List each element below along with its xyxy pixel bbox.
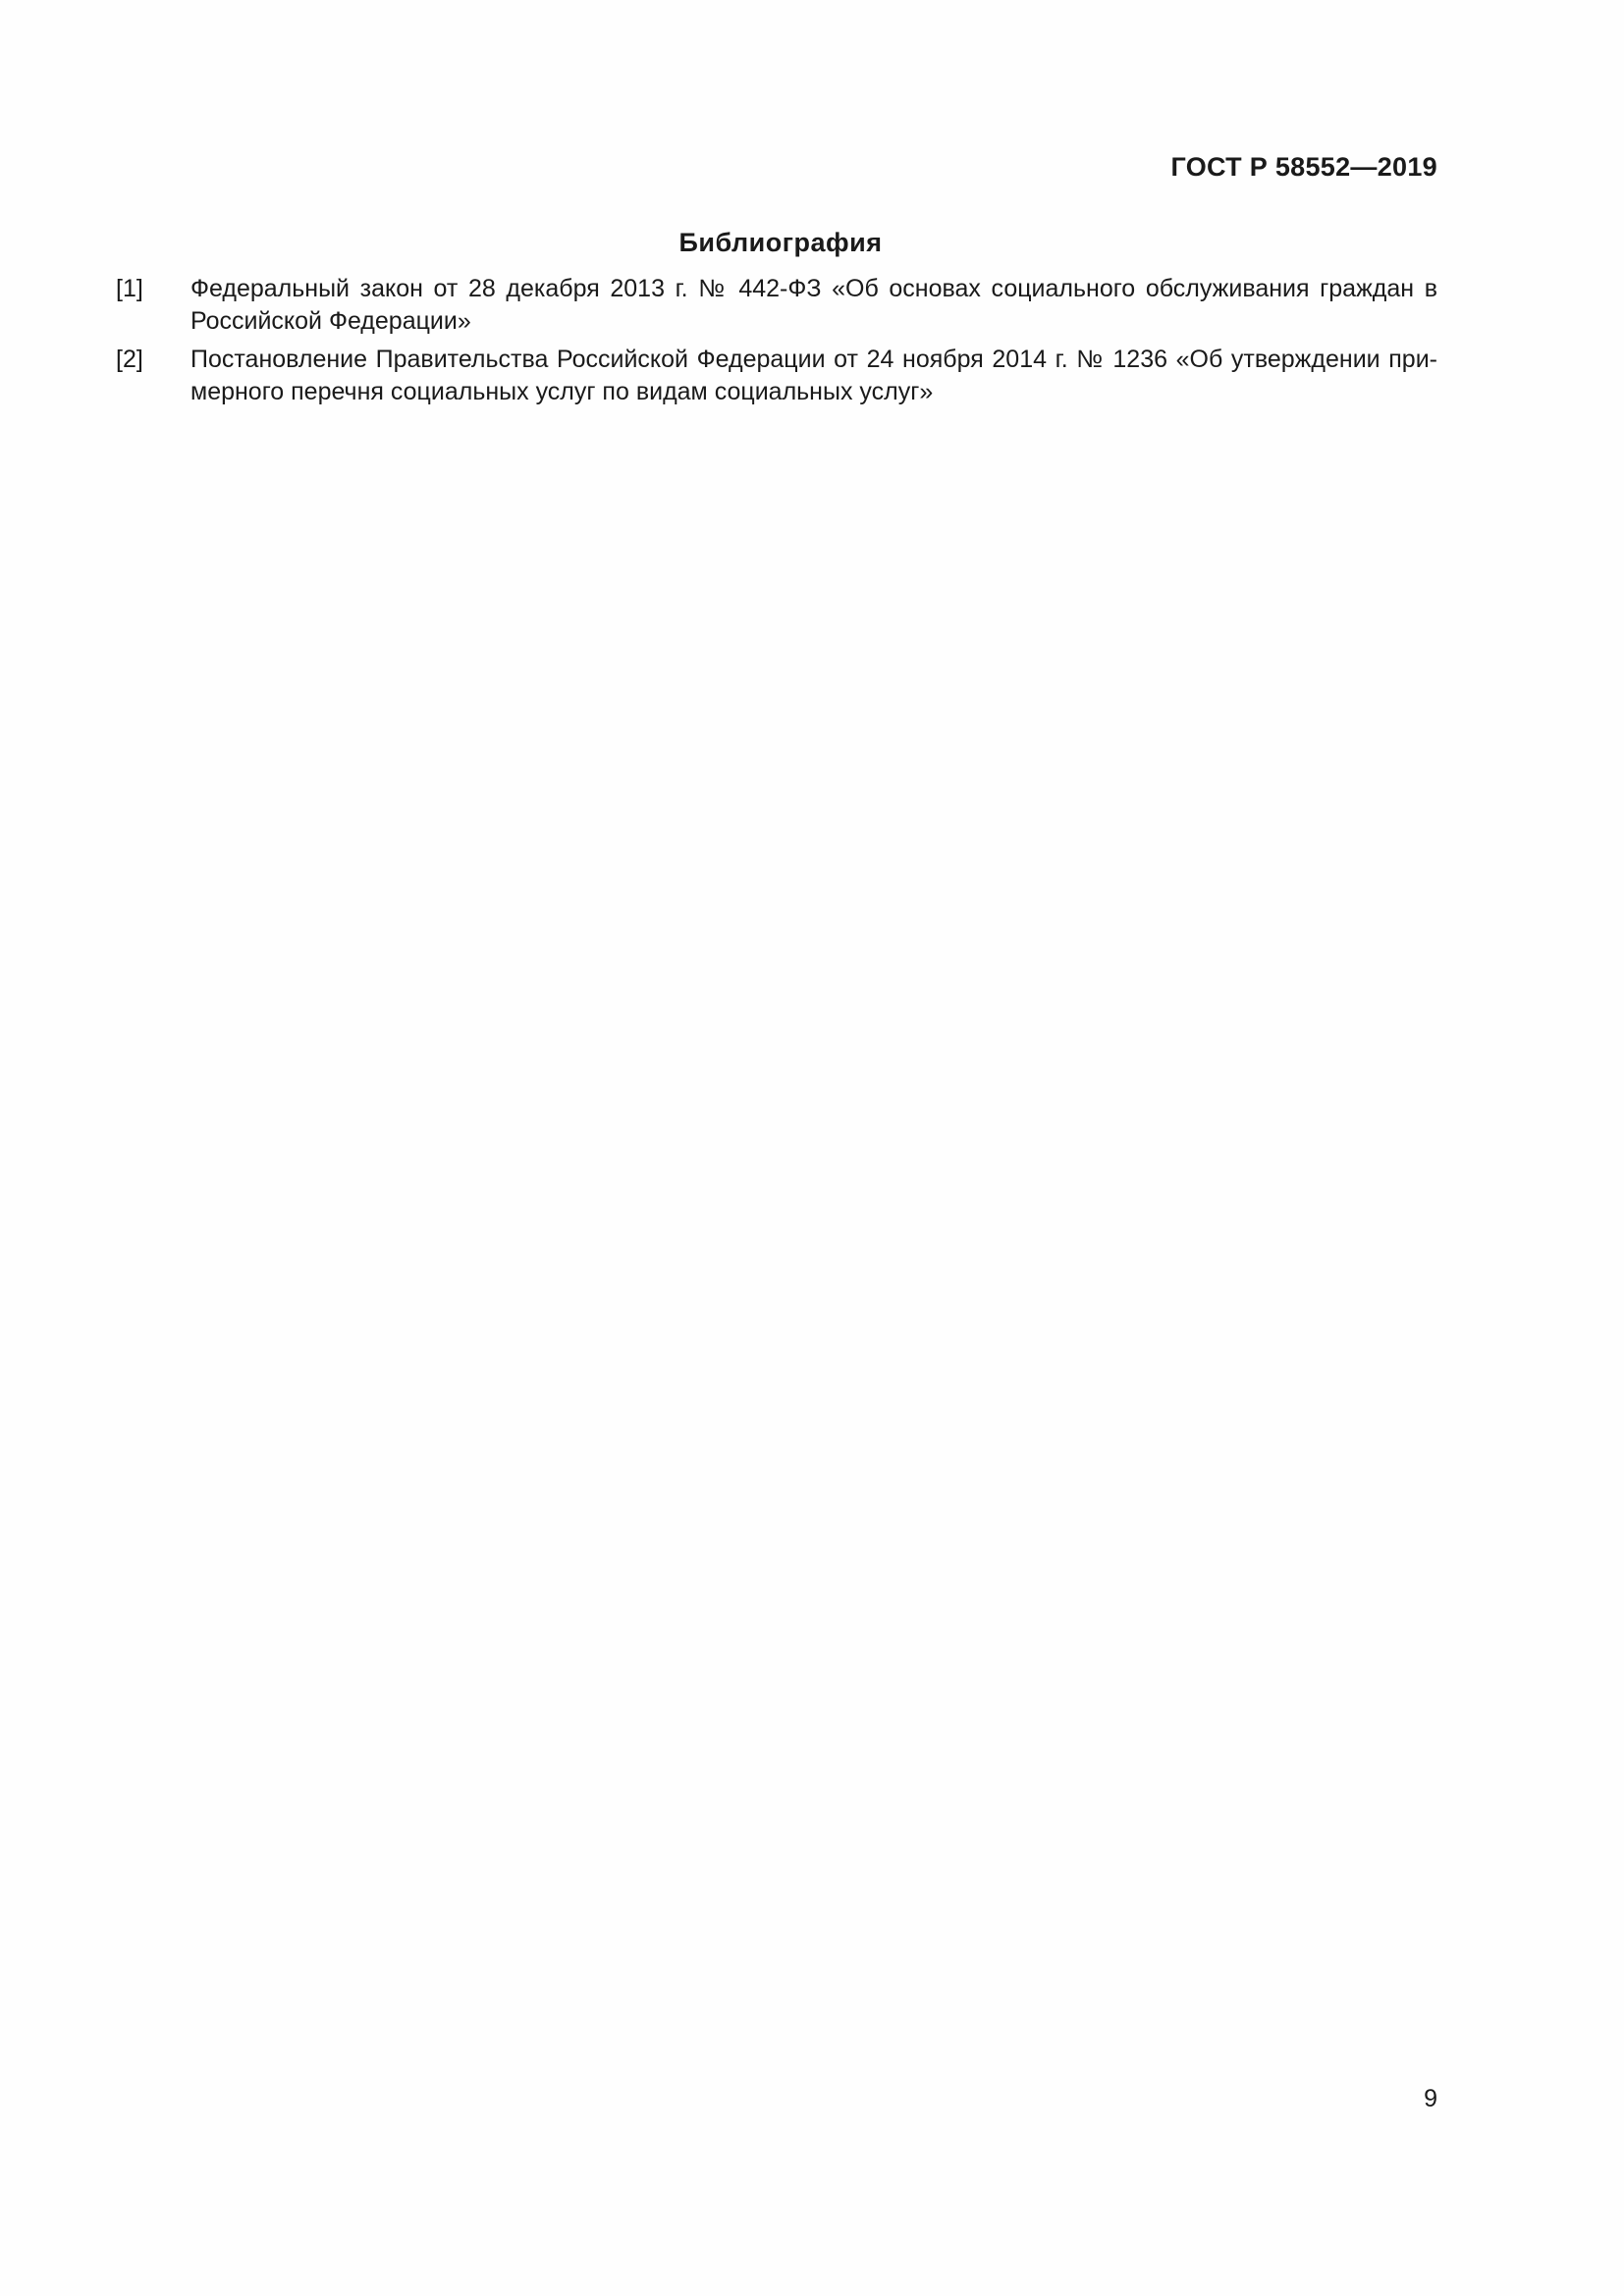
standard-code-header: ГОСТ Р 58552—2019 xyxy=(1170,152,1437,182)
bibliography-entry xyxy=(116,344,1437,408)
bibliography-title: Библиография xyxy=(678,228,883,257)
bibliography-list xyxy=(116,273,1437,414)
bibliography-entry-number: [2] xyxy=(116,346,143,373)
bibliography-entry xyxy=(116,273,1437,338)
page-number: 9 xyxy=(1424,2085,1437,2112)
bibliography-entry-text: Федеральный закон от 28 декабря 2013 г. № 442-ФЗ «Об основах социального обслуживания граждан в Российской Федерации» xyxy=(190,275,1437,335)
bibliography-entry-number: [1] xyxy=(116,275,143,302)
bibliography-entry-text: Постановление Правительства Российской Федерации от 24 ноября 2014 г. № 1236 «Об утверждении примерного перечня социальных услуг по видам социальных услуг» xyxy=(190,346,1437,405)
